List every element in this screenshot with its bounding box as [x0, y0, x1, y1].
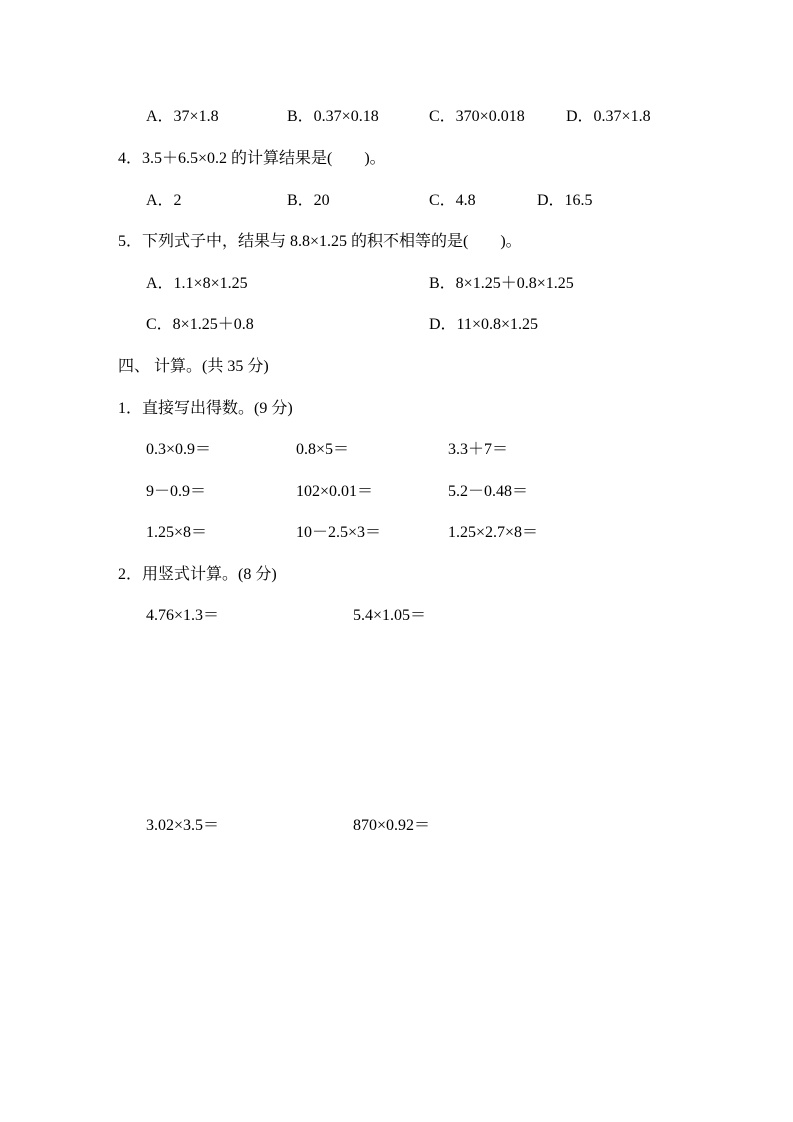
calc-item: 9－0.9＝	[146, 483, 207, 500]
q3-option-d: D．0.37×1.8	[566, 108, 651, 125]
vertical-calc-item: 5.4×1.05＝	[353, 607, 427, 624]
calc-item: 5.2－0.48＝	[448, 483, 529, 500]
q5-option-c: C．8×1.25＋0.8	[146, 316, 254, 333]
calc-item: 0.3×0.9＝	[146, 441, 212, 458]
q4-option-c: C．4.8	[429, 192, 476, 209]
q3-option-b: B．0.37×0.18	[287, 108, 379, 125]
calc-item: 10－2.5×3＝	[296, 524, 382, 541]
calc-item: 1.25×8＝	[146, 524, 208, 541]
q5-stem: 5．下列式子中，结果与 8.8×1.25 的积不相等的是( )。	[118, 233, 522, 250]
q4-option-b: B．20	[287, 192, 330, 209]
section-heading: 四、 计算。(共 35 分)	[118, 358, 269, 375]
calc-item: 102×0.01＝	[296, 483, 374, 500]
q4-stem: 4．3.5＋6.5×0.2 的计算结果是( )。	[118, 150, 386, 167]
q5-option-b: B．8×1.25＋0.8×1.25	[429, 275, 574, 292]
vertical-calc-item: 3.02×3.5＝	[146, 817, 220, 834]
part1-heading: 1．直接写出得数。(9 分)	[118, 400, 293, 417]
q3-option-c: C．370×0.018	[429, 108, 525, 125]
vertical-calc-item: 870×0.92＝	[353, 817, 431, 834]
calc-item: 3.3＋7＝	[448, 441, 509, 458]
calc-item: 1.25×2.7×8＝	[448, 524, 539, 541]
q4-option-d: D．16.5	[537, 192, 593, 209]
q5-option-d: D．11×0.8×1.25	[429, 316, 539, 333]
part2-heading: 2．用竖式计算。(8 分)	[118, 566, 277, 583]
q5-option-a: A．1.1×8×1.25	[146, 275, 248, 292]
q3-option-a: A．37×1.8	[146, 108, 219, 125]
vertical-calc-item: 4.76×1.3＝	[146, 607, 220, 624]
q4-option-a: A．2	[146, 192, 182, 209]
calc-item: 0.8×5＝	[296, 441, 350, 458]
